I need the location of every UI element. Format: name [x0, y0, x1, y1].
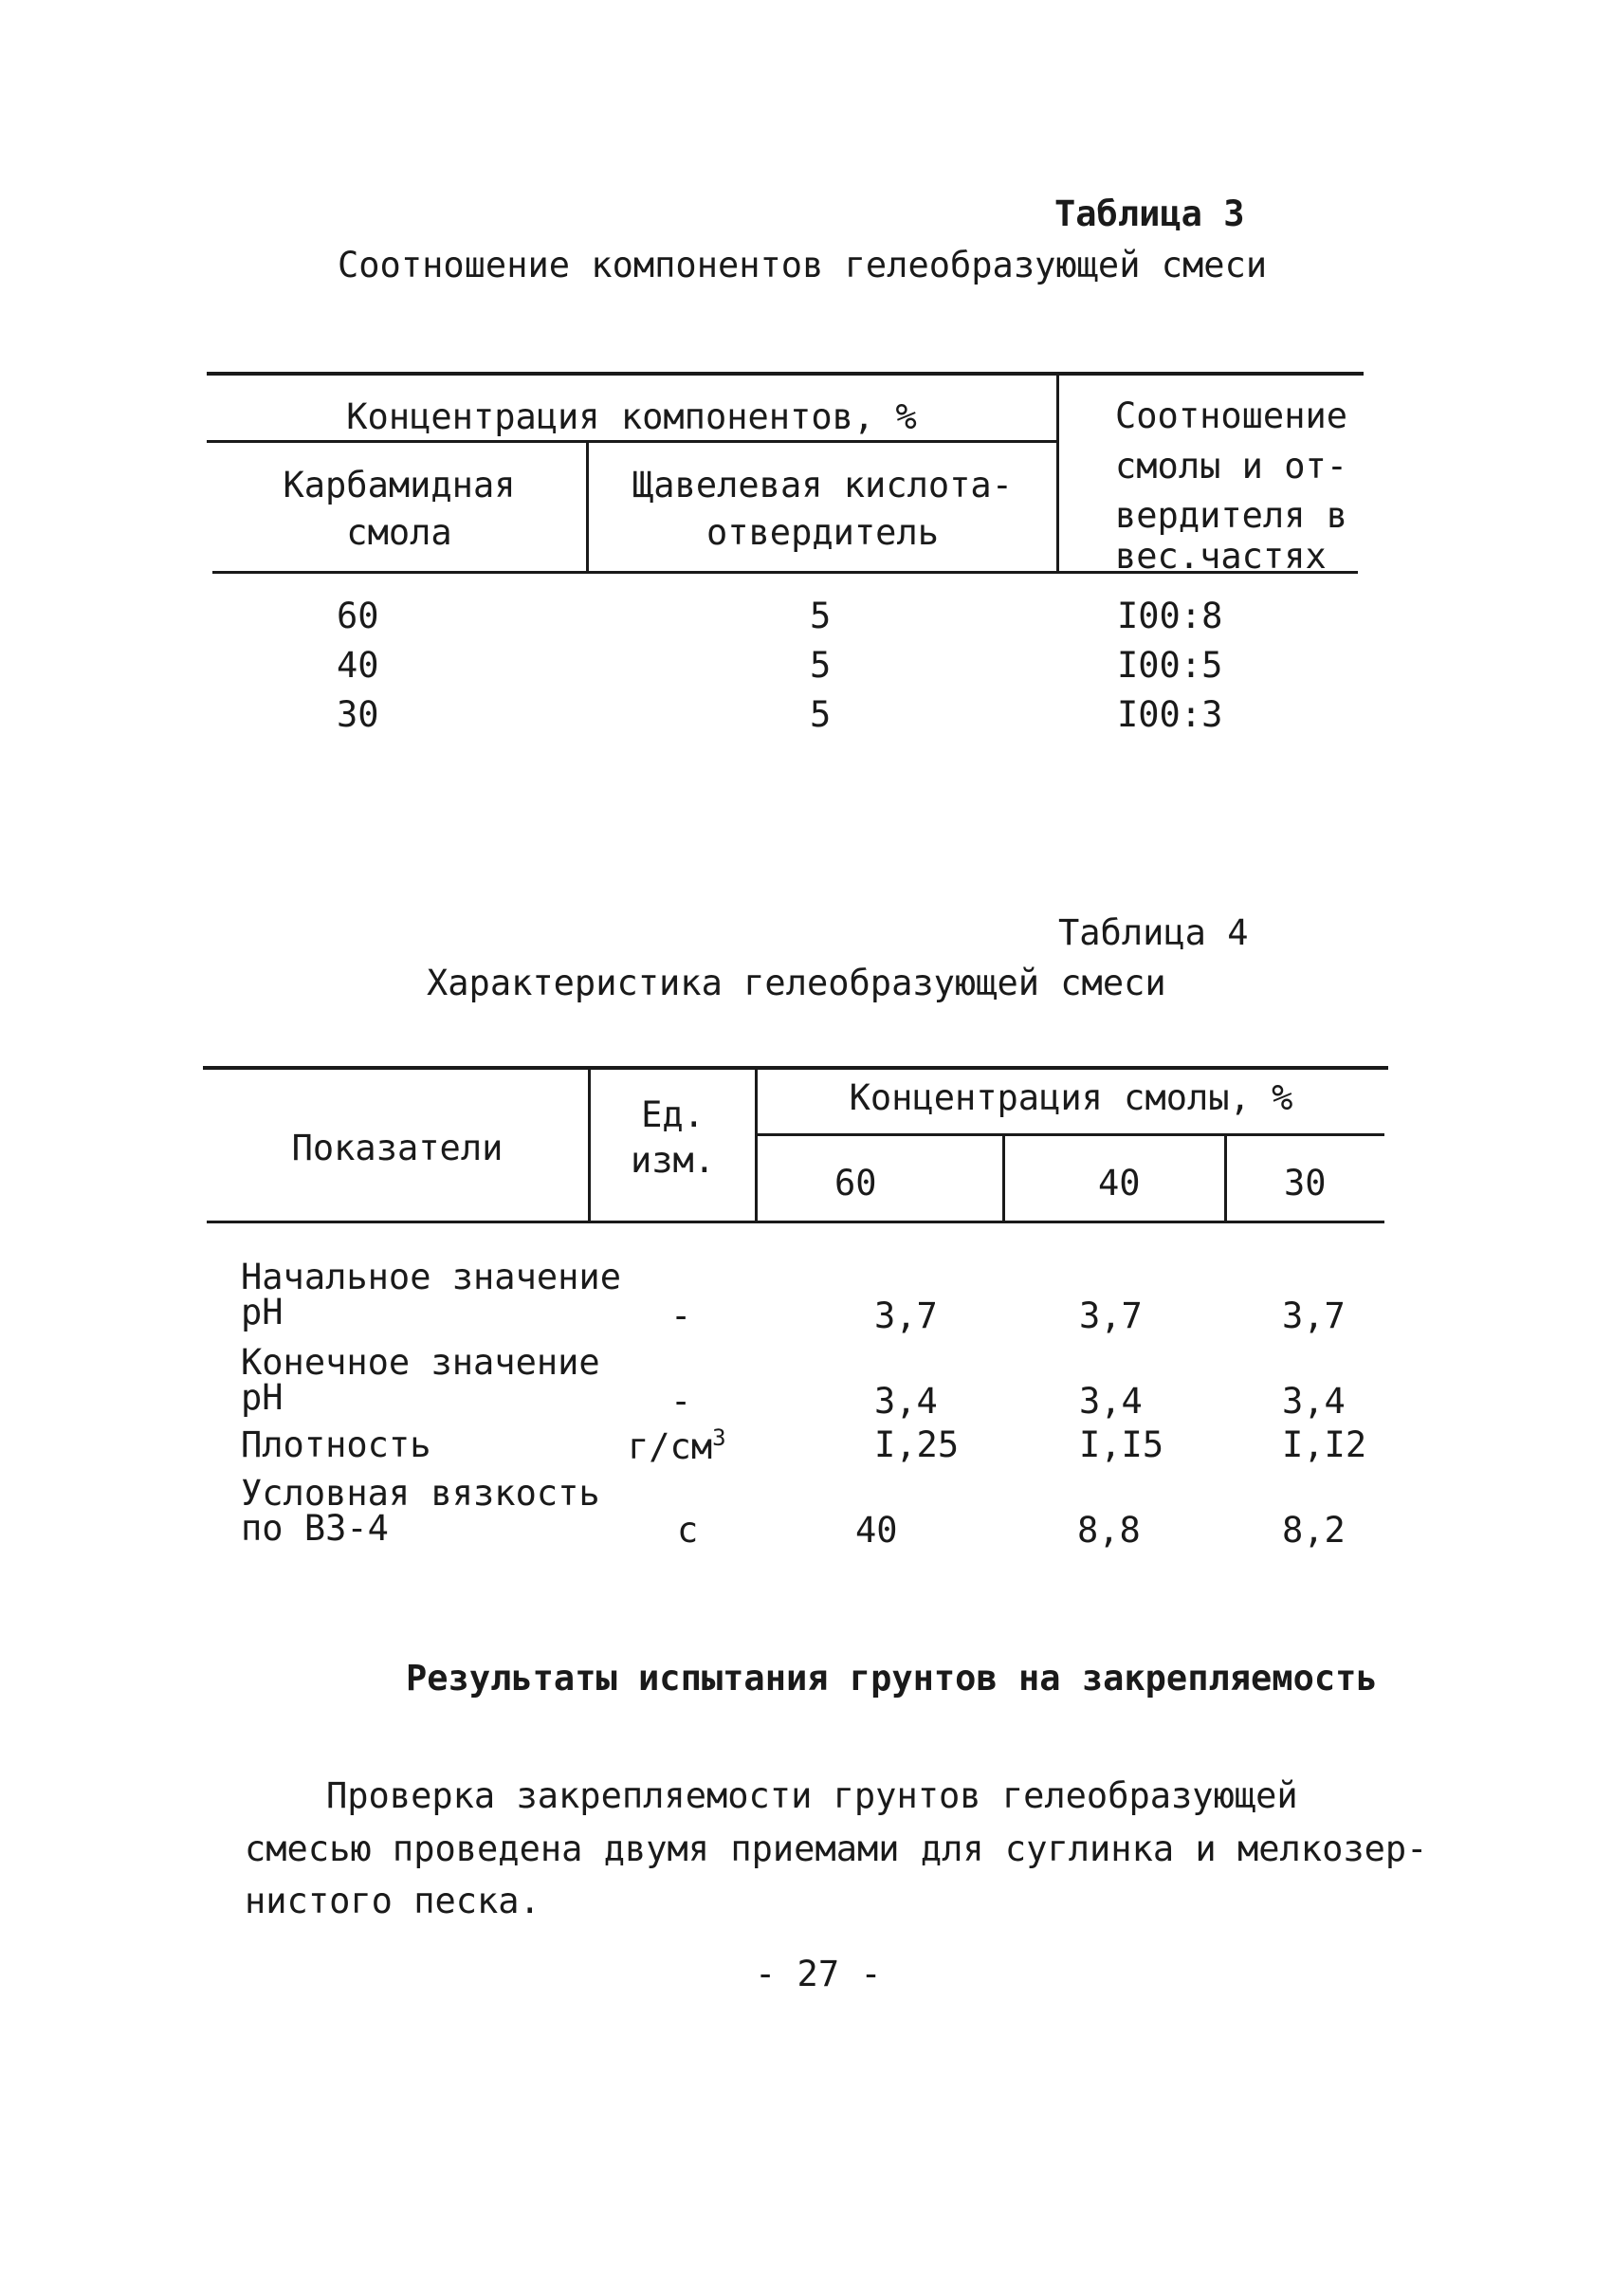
table3-header-col3: Соотношение смолы и от- вердителя в вес.частях [1115, 395, 1348, 577]
section-heading: Результаты испытания грунтов на закрепляемость [406, 1658, 1378, 1699]
table3-divider-main [1056, 376, 1059, 574]
table3-group-rule [207, 440, 1058, 443]
table3-label: Таблица 3 [1054, 193, 1245, 234]
table4-subheader-60: 60 [834, 1163, 877, 1203]
table4-header-col2: Ед. изм. [630, 1094, 716, 1182]
table4-header-col1: Показатели [291, 1128, 504, 1168]
table4-divider-3 [1002, 1135, 1005, 1223]
table4-label: Таблица 4 [1058, 912, 1249, 953]
page-number: - 27 - [755, 1954, 882, 1994]
table-row: Условная вязкость по ВЗ-4 с 40 8,8 8,2 [241, 1473, 1346, 1551]
table4-header-group: Концентрация смолы, % [849, 1077, 1293, 1118]
table3-header-group: Концентрация компонентов, % [346, 396, 917, 437]
table4-title: Характеристика гелеобразующей смеси [427, 963, 1166, 1003]
table4-header-bottom-rule [207, 1221, 1384, 1223]
table4-subheader-40: 40 [1098, 1163, 1141, 1203]
table3-header-col1: Карбамидная смола [283, 465, 516, 554]
table-row: Конечное значение pH - 3,4 3,4 3,4 [241, 1342, 1346, 1422]
table3-header-col2: Щавелевая кислота- отвердитель [632, 465, 1013, 554]
table-row: Плотность $г/см^3$ I,25 I,I5 I,I2 [241, 1424, 1367, 1467]
table3-title: Соотношение компонентов гелеобразующей смеси [338, 245, 1268, 285]
table3-top-rule [207, 372, 1364, 376]
table4-group-rule [757, 1133, 1384, 1136]
table4-top-rule [203, 1066, 1388, 1070]
table-row: Начальное значение pH - 3,7 3,7 3,7 [241, 1257, 1346, 1336]
table4-subheader-30: 30 [1284, 1163, 1327, 1203]
table4-divider-4 [1224, 1135, 1227, 1223]
body-paragraph: Проверка закрепляемости грунтов гелеобразующей смесью проведена двумя приемами для суглинка и мелкозер- нистого песка. [245, 1775, 1428, 1921]
